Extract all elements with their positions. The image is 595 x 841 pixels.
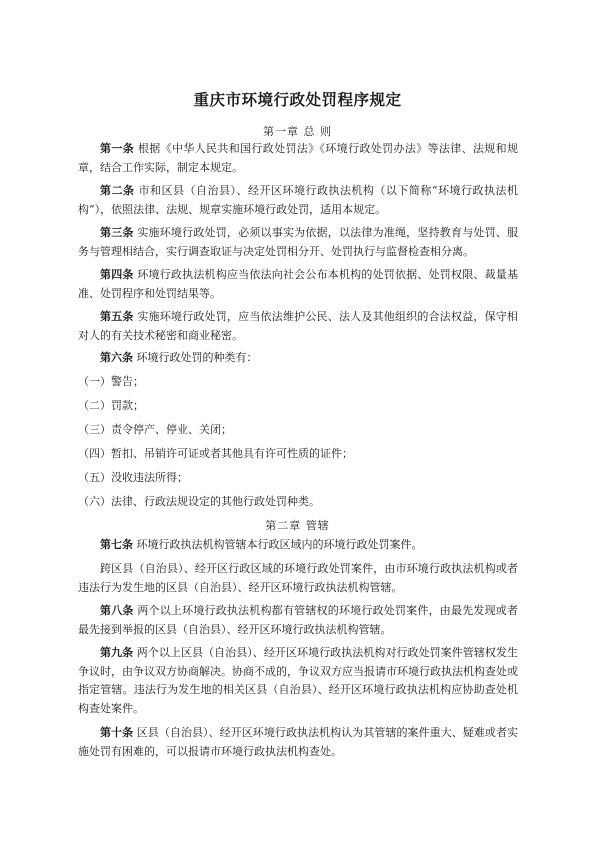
article-text: 实施环境行政处罚，必须以事实为依据，以法律为准绳，坚持教育与处罚、服务与管理相结合，实行调查取证与决定处罚相分开、处罚执行与监督检查相分离。: [78, 226, 518, 258]
article-label: 第七条: [100, 538, 133, 551]
article-label: 第四条: [100, 268, 134, 281]
penalty-type-item: （四）暂扣、吊销许可证或者其他具有许可性质的证件；: [78, 447, 353, 460]
article-text: 实施环境行政处罚，应当依法维护公民、法人及其他组织的合法权益，保守相对人的有关技术秘密和商业秘密。: [78, 310, 518, 342]
article-2: [78, 182, 518, 219]
article-text: 两个以上区县（自治县）、经开区环境行政执法机构对行政处罚案件管辖权发生争议时，由争议双方协商解决。协商不成的，争议双方应当报请市环境行政执法机构查处或指定管辖。违法行为发生地的相关区县（自治县）、经开区环境行政执法机构应协助查处机构查处案件。: [78, 646, 519, 715]
article-label: 第八条: [100, 604, 134, 617]
article-label: 第九条: [100, 646, 134, 659]
article-5: [78, 308, 518, 345]
chapter-heading-2: 第二章 管辖: [265, 519, 330, 532]
article-text: 区县（自治县）、经开区环境行政执法机构认为其管辖的案件重大、疑难或者实施处罚有困难的，可以报请市环境行政执法机构查处。: [78, 726, 519, 758]
article-text: 环境行政执法机构管辖本行政区域内的环境行政处罚案件。: [136, 538, 423, 551]
document-title: 重庆市环境行政处罚程序规定: [193, 91, 402, 109]
article-text: 根据《中华人民共和国行政处罚法》《环境行政处罚办法》等法律、法规和规章，结合工作实际，制定本规定。: [78, 142, 519, 174]
article-text: 环境行政执法机构应当依法向社会公布本机构的处罚依据、处罚权限、裁量基准、处罚程序和处罚结果等。: [78, 268, 518, 300]
article-9: [78, 644, 518, 718]
article-3: [78, 224, 518, 261]
article-4: [78, 266, 518, 303]
penalty-type-item: （五）没收违法所得；: [78, 471, 188, 484]
article-8: [78, 602, 518, 639]
article-text: 环境行政处罚的种类有：: [136, 351, 258, 364]
article-label: 第三条: [100, 226, 134, 239]
article-text: 两个以上环境行政执法机构都有管辖权的环境行政处罚案件，由最先发现或者最先接到举报的区县（自治县）、经开区环境行政执法机构管辖。: [78, 604, 518, 636]
penalty-type-item: （二）罚款；: [78, 399, 144, 412]
article-text: 市和区县（自治县）、经开区环境行政执法机构（以下简称“环境行政执法机构”），依照法律、法规、规章实施环境行政处罚，适用本规定。: [78, 184, 519, 216]
article-10: [78, 724, 518, 761]
article-label: 第十条: [100, 726, 134, 739]
penalty-type-item: （三）责令停产、停业、关闭；: [78, 423, 232, 436]
article-6: [78, 349, 518, 368]
article-7: [78, 536, 518, 555]
penalty-type-item: （六）法律、行政法规设定的其他行政处罚种类。: [78, 495, 320, 508]
article-label: 第一条: [100, 142, 135, 155]
penalty-type-item: （一）警告；: [78, 375, 144, 388]
article-1: [78, 140, 518, 177]
article-label: 第五条: [100, 310, 134, 323]
article-label: 第二条: [100, 184, 135, 197]
article-label: 第六条: [100, 351, 133, 364]
chapter-heading-1: 第一章 总 则: [263, 125, 332, 138]
article-7-paragraph-2: 跨区县（自治县）、经开区行政区域的环境行政处罚案件，由市环境行政执法机构或者违法行为发生地的区县（自治县）、经开区环境行政执法机构管辖。: [78, 562, 518, 594]
